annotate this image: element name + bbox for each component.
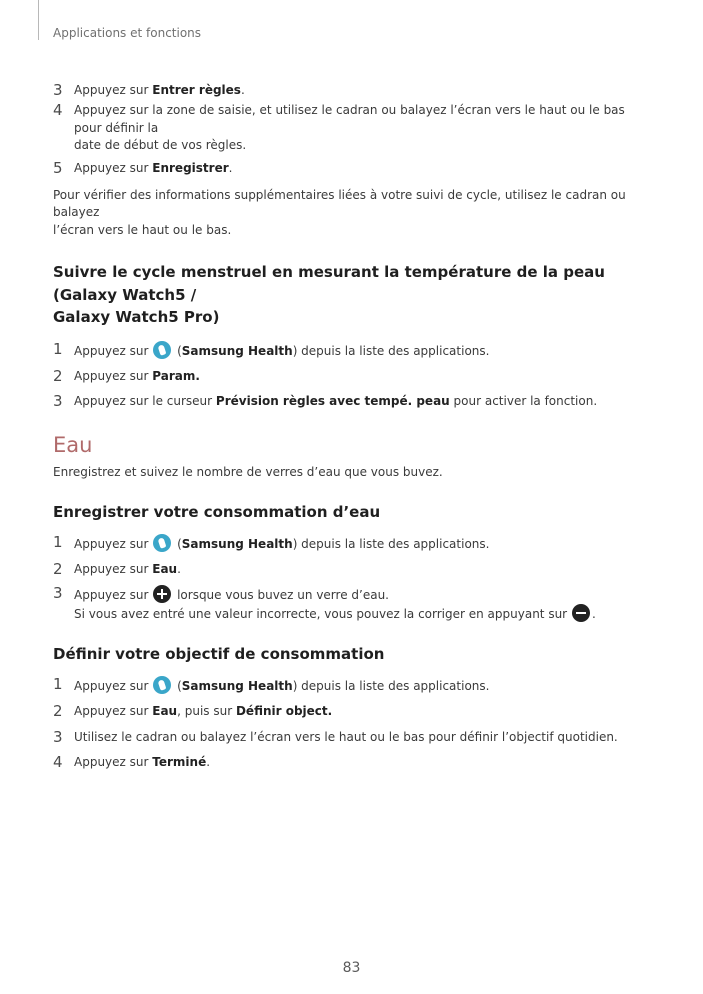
list-item: 5 Appuyez sur Enregistrer. xyxy=(53,158,233,177)
list-item: 3 Appuyez sur le curseur Prévision règles avec tempé. peau pour activer la fonction. xyxy=(53,392,598,411)
list-item: 1 Appuyez sur (Samsung Health) depuis la liste des applications. xyxy=(53,339,490,358)
list-item: 3 Appuyez sur Entrer règles. xyxy=(53,81,245,99)
info-paragraph: Pour vérifier des informations supplémentaires liées à votre suivi de cycle, utilisez le cadran ou balayez l’écran vers le haut ou le bas. xyxy=(53,187,626,237)
samsung-health-icon xyxy=(153,341,171,359)
list-item: 2 Appuyez sur Eau, puis sur Définir object. xyxy=(53,702,333,721)
samsung-health-icon xyxy=(153,676,171,694)
list-item: 2 Appuyez sur Eau. xyxy=(53,560,181,579)
samsung-health-icon xyxy=(153,534,171,552)
water-goal-heading: Définir votre objectif de consommation xyxy=(53,645,385,664)
water-section-title: Eau xyxy=(53,432,93,457)
list-item: 3 Appuyez sur lorsque vous buvez un verre d’eau. Si vous avez entré une valeur incorrecte, vous pouvez la corriger en appuyant sur . xyxy=(53,583,596,622)
plus-circle-icon xyxy=(153,585,171,603)
list-item: 3 Utilisez le cadran ou balayez l’écran vers le haut ou le bas pour définir l’objectif quotidien. xyxy=(53,727,618,746)
skin-temp-heading: Suivre le cycle menstruel en mesurant la température de la peau (Galaxy Watch5 / Galaxy Watch5 Pro) xyxy=(53,263,605,327)
record-water-heading: Enregistrer votre consommation d’eau xyxy=(53,503,381,522)
page-margin-rule xyxy=(38,0,39,40)
list-item: 4 Appuyez sur Terminé. xyxy=(53,753,211,772)
page-number: 83 xyxy=(342,960,361,976)
list-item: 2 Appuyez sur Param. xyxy=(53,367,200,386)
water-intro: Enregistrez et suivez le nombre de verres d’eau que vous buvez. xyxy=(53,464,443,479)
list-item: 1 Appuyez sur (Samsung Health) depuis la liste des applications. xyxy=(53,532,490,551)
list-item: 4 Appuyez sur la zone de saisie, et utilisez le cadran ou balayez l’écran vers le haut ou le bas pour définir la date de début de vos règles. xyxy=(53,101,625,153)
page-content xyxy=(53,82,653,772)
minus-circle-icon xyxy=(572,604,590,622)
list-item: 1 Appuyez sur (Samsung Health) depuis la liste des applications. xyxy=(53,674,490,693)
running-header: Applications et fonctions xyxy=(53,26,202,40)
